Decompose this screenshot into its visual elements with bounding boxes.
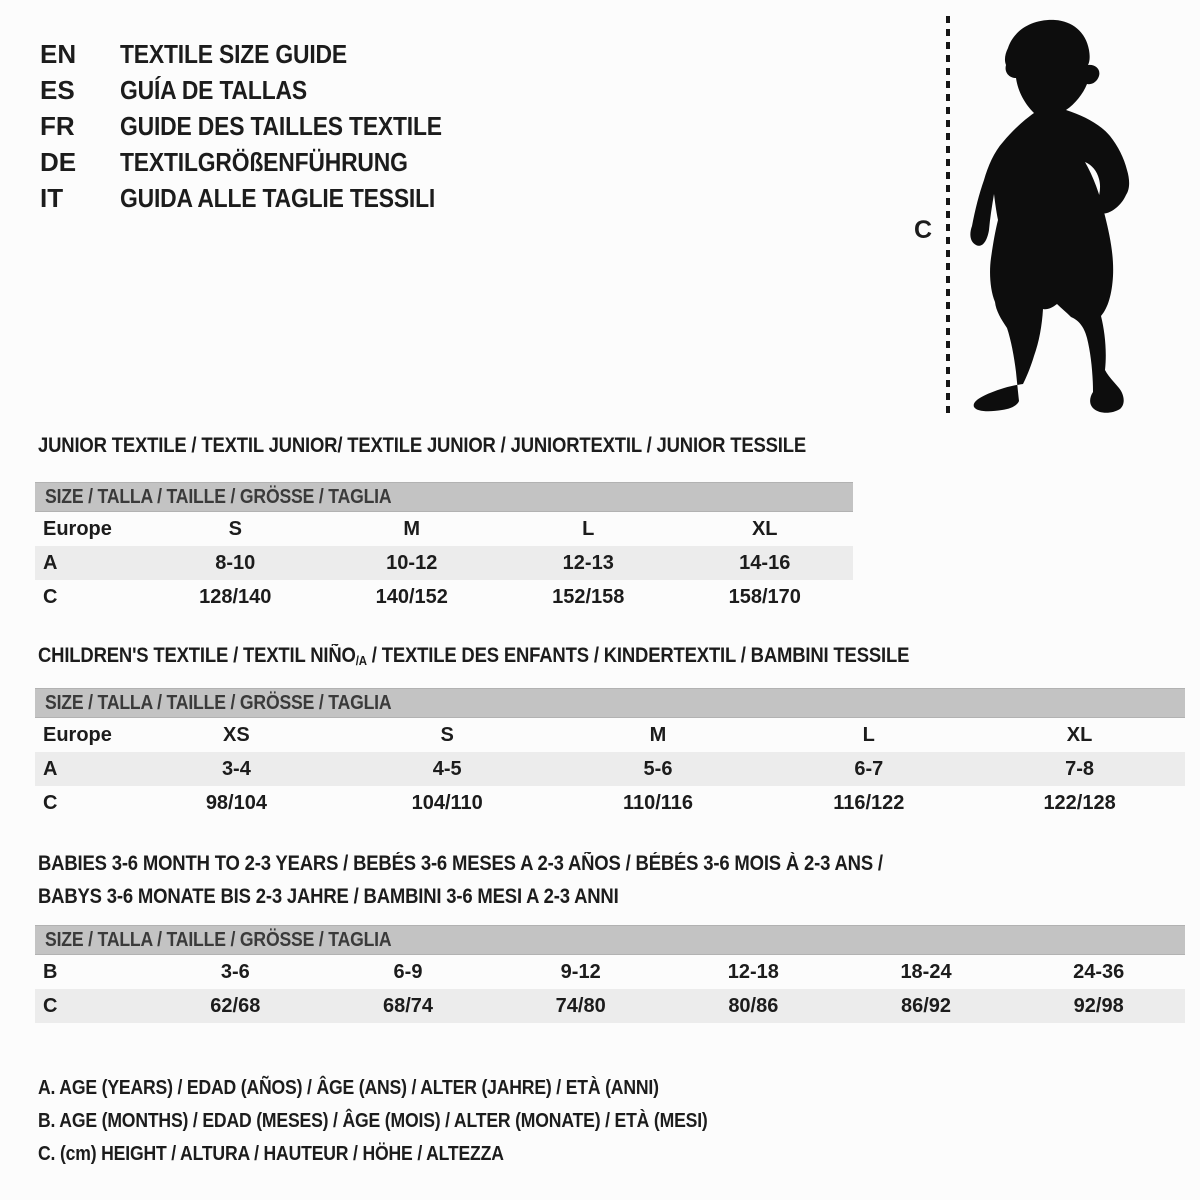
language-row-it xyxy=(40,180,486,216)
height-measure-label: C xyxy=(914,216,933,244)
children-size-table xyxy=(35,688,1185,820)
language-row-fr xyxy=(40,108,486,144)
junior-section-title: JUNIOR TEXTILE / TEXTIL JUNIOR/ TEXTILE JUNIOR / JUNIORTEXTIL / JUNIOR TESSILE xyxy=(38,434,807,457)
junior-size-table xyxy=(35,482,853,614)
language-code: IT xyxy=(40,182,64,213)
legend-line-c: C. (cm) HEIGHT / ALTURA / HAUTEUR / HÖHE / ALTEZZA xyxy=(38,1143,504,1165)
children-table-header: SIZE / TALLA / TAILLE / GRÖSSE / TAGLIA xyxy=(35,688,1185,718)
table-row-age: A 3-4 4-5 5-6 6-7 7-8 xyxy=(35,752,1185,786)
language-code: ES xyxy=(40,74,75,105)
table-row-height: C 128/140 140/152 152/158 158/170 xyxy=(43,585,801,608)
legend-line-b: B. AGE (MONTHS) / EDAD (MESES) / ÂGE (MOIS) / ALTER (MONATE) / ETÀ (MESI) xyxy=(38,1110,708,1132)
babies-section-title: BABIES 3-6 MONTH TO 2-3 YEARS / BEBÉS 3-6 MESES A 2-3 AÑOS / BÉBÉS 3-6 MOIS À 2-3 ANS / BABYS 3-6 MONATE BIS 2-3 JAHRE / BAMBINI 3-6 MESI A 2-3 ANNI xyxy=(38,852,883,908)
guide-title-de: TEXTILGRÖßENFÜHRUNG xyxy=(120,146,408,177)
guide-title-fr: GUIDE DES TAILLES TEXTILE xyxy=(120,110,442,141)
language-row-de xyxy=(40,144,486,180)
guide-title-en: TEXTILE SIZE GUIDE xyxy=(120,38,347,69)
toddler-silhouette-icon xyxy=(962,14,1138,420)
junior-table-header: SIZE / TALLA / TAILLE / GRÖSSE / TAGLIA xyxy=(35,482,853,512)
legend-line-a: A. AGE (YEARS) / EDAD (AÑOS) / ÂGE (ANS) / ALTER (JAHRE) / ETÀ (ANNI) xyxy=(38,1077,659,1099)
babies-table-header: SIZE / TALLA / TAILLE / GRÖSSE / TAGLIA xyxy=(35,925,1185,955)
table-row-europe: Europe S M L XL xyxy=(43,517,778,540)
legend xyxy=(38,1072,799,1171)
table-row-age: A 8-10 10-12 12-13 14-16 xyxy=(35,546,853,580)
guide-title-es: GUÍA DE TALLAS xyxy=(120,74,307,105)
table-row-months: B 3-6 6-9 9-12 12-18 18-24 24-36 xyxy=(43,960,1125,983)
language-title-list xyxy=(40,36,486,216)
table-row-height: C 98/104 104/110 110/116 116/122 122/128 xyxy=(43,791,1116,814)
guide-title-it: GUIDA ALLE TAGLIE TESSILI xyxy=(120,182,436,213)
table-row-europe: Europe XS S M L XL xyxy=(43,723,1093,746)
babies-size-table xyxy=(35,925,1185,1023)
language-row-es xyxy=(40,72,486,108)
nino-a-subscript: /A xyxy=(355,653,367,669)
language-code: DE xyxy=(40,146,77,177)
children-section-title: CHILDREN'S TEXTILE / TEXTIL NIÑO/A / TEXTILE DES ENFANTS / KINDERTEXTIL / BAMBINI TESSILE xyxy=(38,644,910,669)
language-code: FR xyxy=(40,110,75,141)
language-code: EN xyxy=(40,38,77,69)
language-row-en xyxy=(40,36,486,72)
table-row-height: C 62/68 68/74 74/80 80/86 86/92 92/98 xyxy=(35,989,1185,1023)
height-measure-dashed-line xyxy=(946,16,950,416)
